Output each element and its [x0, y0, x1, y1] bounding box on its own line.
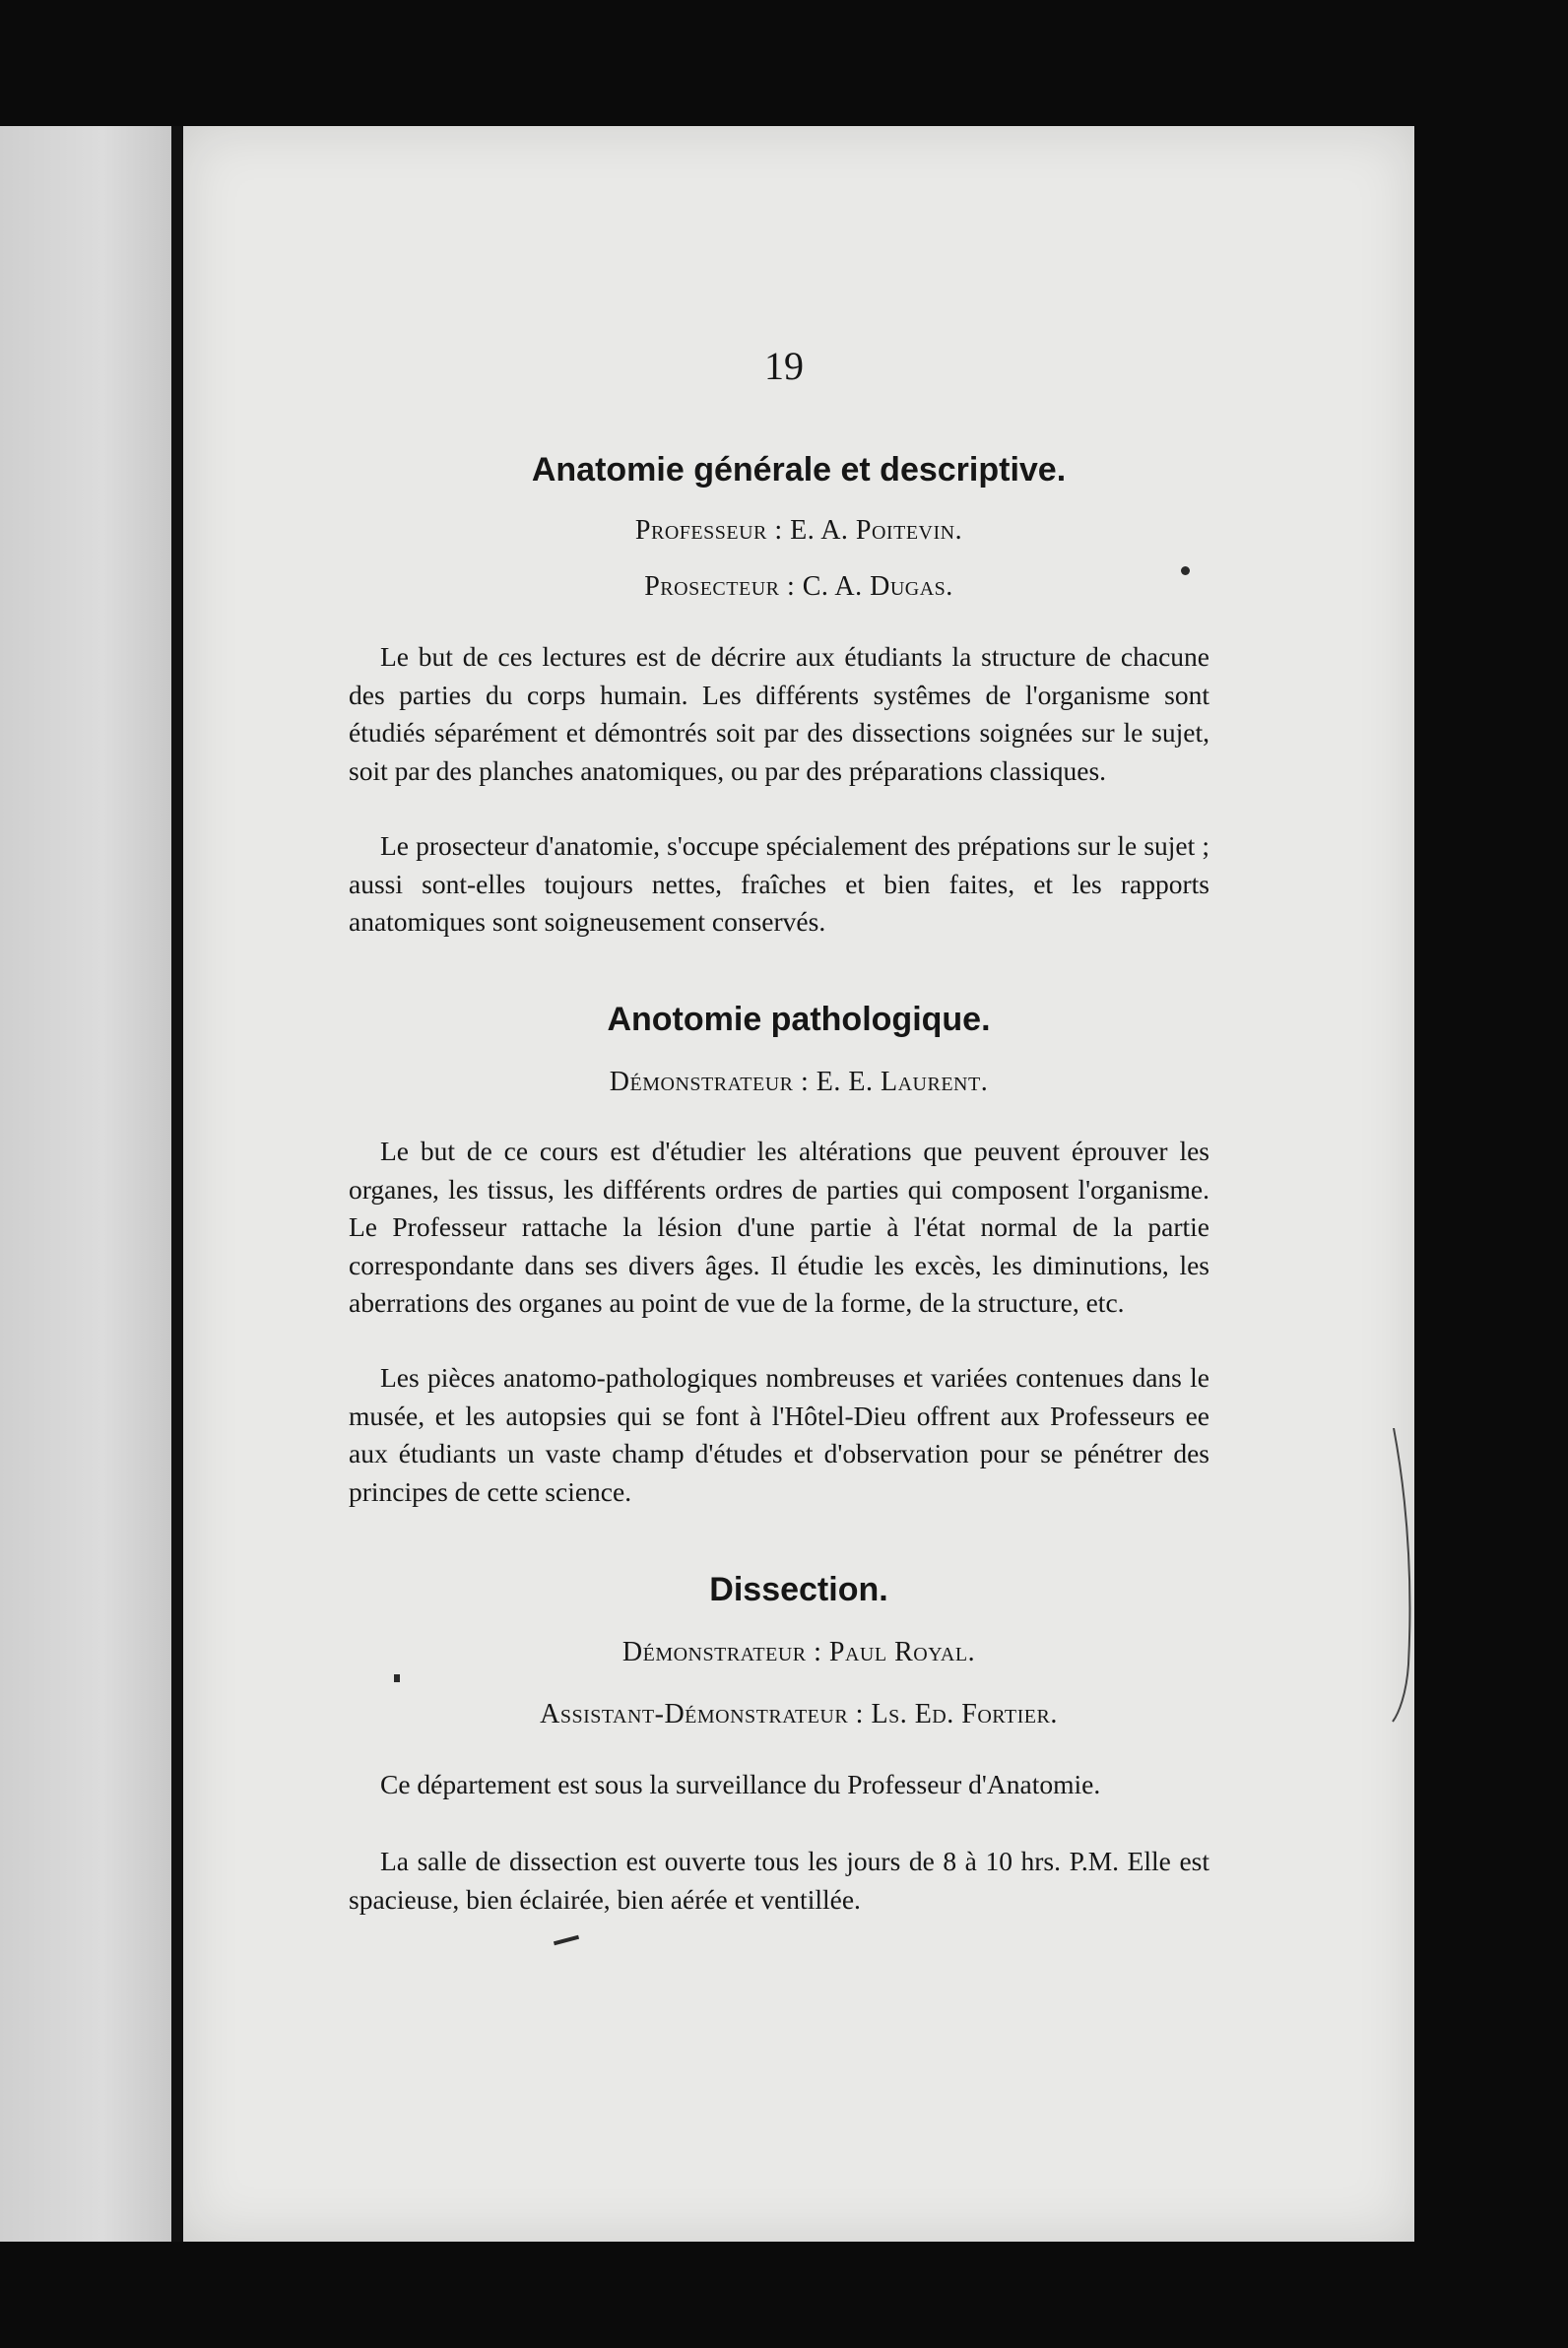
role-name: E. E. Laurent. — [816, 1067, 989, 1097]
scan-border — [1414, 126, 1568, 2242]
role-demonstrateur — [183, 1637, 1414, 1668]
paragraph: Le but de ce cours est d'étudier les altérations que peuvent éprouver les organes, les tissus, les différents ordres de parties qui composent l'organisme. Le Professeur rattache la lésion d'une partie à l'état normal de la partie correspondante dans ses divers âges. Il étudie les excès, les diminutions, les aberrations des organes au point de vue de la forme, de la structure, etc. — [349, 1136, 1209, 1318]
ink-spot — [394, 1674, 400, 1682]
role-name: Ls. Ed. Fortier. — [871, 1699, 1058, 1729]
paragraph: La salle de dissection est ouverte tous les jours de 8 à 10 hrs. P.M. Elle est spacieuse, bien éclairée, bien aérée et ventillée. — [349, 1846, 1209, 1915]
section-heading-anatomie: Anatomie générale et descriptive. — [531, 451, 1067, 489]
role-label: Démonstrateur : — [621, 1637, 822, 1667]
role-label: Démonstrateur : — [609, 1067, 810, 1097]
book-spine — [171, 126, 183, 2242]
role-demonstrateur — [183, 1067, 1414, 1098]
role-professeur — [183, 515, 1414, 547]
pencil-margin-line — [1389, 1428, 1418, 1724]
section-heading-dissection: Dissection. — [709, 1571, 888, 1608]
adjacent-page-edge — [0, 126, 171, 2242]
paragraph: Le prosecteur d'anatomie, s'occupe spécialement des prépations sur le sujet ; aussi sont-elles toujours nettes, fraîches et bien faites, et les rapports anatomiques sont soigneusement conservés. — [349, 830, 1209, 937]
ink-spot — [554, 1935, 579, 1946]
role-name: C. A. Dugas. — [802, 571, 953, 602]
document-page — [183, 126, 1414, 2242]
role-name: E. A. Poitevin. — [790, 515, 963, 546]
page-number: 19 — [764, 344, 804, 388]
role-name: Paul Royal. — [828, 1637, 976, 1667]
role-prosecteur — [183, 571, 1414, 603]
role-label: Professeur : — [634, 515, 783, 546]
paragraph: Ce département est sous la surveillance du Professeur d'Anatomie. — [380, 1769, 1101, 1799]
ink-spot — [1181, 566, 1190, 575]
section-heading-pathologie: Anotomie pathologique. — [607, 1001, 991, 1038]
role-label: Prosecteur : — [644, 571, 796, 602]
role-label: Assistant-Démonstrateur : — [540, 1699, 864, 1729]
role-assistant-demonstrateur — [183, 1699, 1414, 1730]
paragraph: Les pièces anatomo-pathologiques nombreuses et variées contenues dans le musée, et les autopsies qui se font à l'Hôtel-Dieu offrent aux Professeurs ee aux étudiants un vaste champ d'études et d'observation pour se pénétrer des principes de cette science. — [349, 1362, 1209, 1507]
paragraph: Le but de ces lectures est de décrire aux étudiants la structure de chacune des parties du corps humain. Les différents systêmes de l'organisme sont étudiés séparément et démontrés soit par des dissections soignées sur le sujet, soit par des planches anatomiques, ou par des préparations classiques. — [349, 641, 1209, 786]
